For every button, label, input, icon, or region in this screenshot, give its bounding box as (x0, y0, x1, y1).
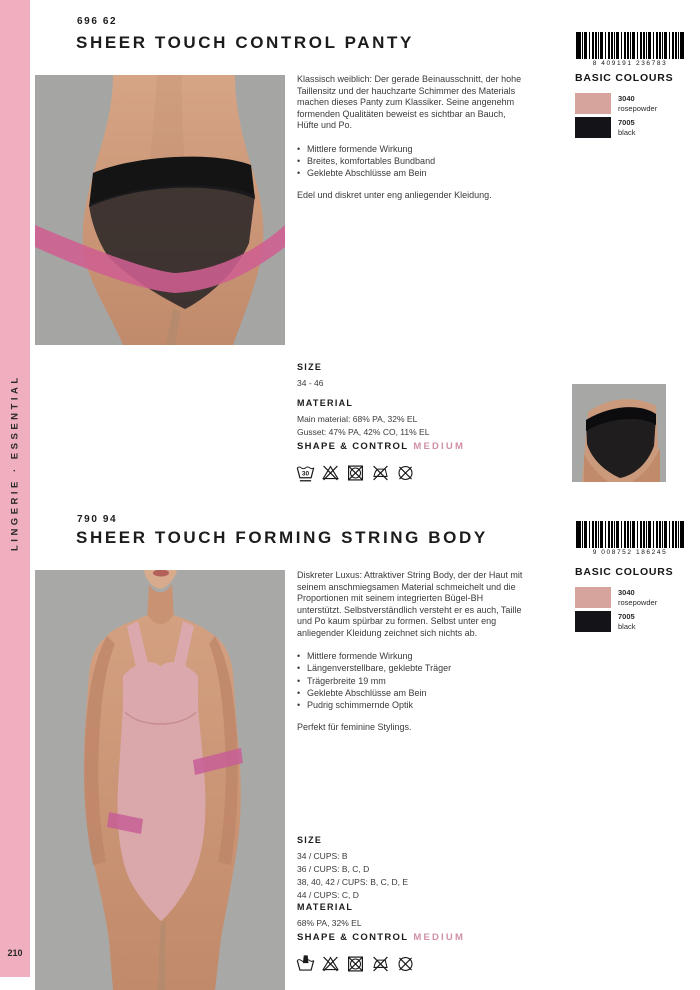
material-lines (297, 917, 362, 930)
colour-row (575, 611, 697, 632)
feature-bullet-list (297, 143, 523, 180)
basic-colours-block (575, 566, 697, 635)
hand-wash-icon (296, 954, 316, 975)
product-code: 790 94 (77, 514, 118, 525)
basic-colours-heading: BASIC COLOURS (575, 72, 674, 84)
barcode-bars (576, 32, 684, 59)
size-heading: SIZE (297, 835, 323, 845)
size-block (297, 834, 408, 902)
material-lines (297, 413, 429, 439)
barcode (576, 32, 684, 67)
basic-colours-block (575, 72, 697, 141)
size-block (297, 361, 323, 390)
material-block (297, 901, 362, 930)
size-line: 44 / CUPS: C, D (297, 890, 359, 900)
material-line: 68% PA, 32% EL (297, 918, 362, 928)
machine-wash-30-icon (296, 463, 316, 484)
care-icons-row (296, 954, 416, 975)
description-paragraph: Diskreter Luxus: Attraktiver String Body, der der Haut mit seinem anschmiegsamen Material schmeichelt und die Proportionen mit seinem integrierten Bügel-BH unterstützt. Selbstverständlich versteht er es auch, Taille und Po kaum spürbar zu formen. Selbst unter eng anliegender Kleidung zeichnet sich nichts ab. (297, 570, 523, 638)
control-panty-illustration (35, 75, 285, 345)
product-code: 696 62 (77, 16, 118, 27)
care-icons-row (296, 463, 416, 484)
colour-name: black (618, 127, 636, 137)
description-closing: Edel und diskret unter eng anliegender Kleidung. (297, 190, 492, 201)
colour-code: 7005 (618, 118, 635, 127)
product-description (297, 570, 523, 745)
page-number: 210 (7, 948, 23, 958)
feature-bullet: • Längenverstellbare, geklebte Träger (297, 662, 523, 674)
product-title: SHEER TOUCH FORMING STRING BODY (76, 528, 488, 547)
colour-label (618, 93, 657, 114)
shape-control-line (297, 441, 465, 452)
shape-control-value: MEDIUM (413, 932, 466, 943)
size-line: 34 / CUPS: B (297, 851, 348, 861)
size-lines (297, 850, 408, 902)
do-not-iron-icon (371, 954, 391, 975)
colour-row (575, 587, 697, 608)
size-line: 34 - 46 (297, 378, 324, 388)
do-not-iron-icon (371, 463, 391, 484)
colour-swatch-rosepowder (575, 587, 611, 608)
product-description (297, 74, 523, 213)
feature-bullet: • Geklebte Abschlüsse am Bein (297, 687, 523, 699)
size-lines (297, 377, 323, 390)
barcode-bars (576, 521, 684, 548)
feature-bullet: • Breites, komfortables Bundband (297, 155, 523, 167)
colour-swatch-black (575, 117, 611, 138)
product-photo-control-panty (35, 75, 285, 345)
colour-label (618, 587, 657, 608)
basic-colours-heading: BASIC COLOURS (575, 566, 674, 578)
product-thumbnail-back-view (572, 384, 666, 482)
feature-bullet: • Geklebte Abschlüsse am Bein (297, 167, 523, 179)
barcode-digits: 8 409191 236783 (592, 60, 668, 67)
colour-row (575, 117, 697, 138)
shape-control-value: MEDIUM (413, 441, 466, 452)
feature-bullet: • Trägerbreite 19 mm (297, 675, 523, 687)
do-not-tumble-dry-icon (346, 954, 366, 975)
colour-swatch-black (575, 611, 611, 632)
sidebar-category-label: LINGERIE · ESSENTIAL (9, 374, 21, 552)
material-block (297, 397, 429, 439)
size-line: 36 / CUPS: B, C, D (297, 864, 370, 874)
string-body-illustration (35, 570, 285, 990)
colour-code: 3040 (618, 588, 635, 597)
colour-name: rosepowder (618, 103, 658, 113)
description-paragraph: Klassisch weiblich: Der gerade Beinausschnitt, der hohe Taillensitz und der hauchzarte Schimmer des Materials machen dieses Panty zum Klassiker. Seine angenehm formenden Qualitäten beweist es sichtbar an Bauch, Hüfte und Po. (297, 74, 522, 130)
feature-bullet: • Mittlere formende Wirkung (297, 143, 523, 155)
feature-bullet: • Mittlere formende Wirkung (297, 650, 523, 662)
shape-control-label: SHAPE & CONTROL (297, 441, 409, 452)
product-title: SHEER TOUCH CONTROL PANTY (76, 33, 414, 52)
do-not-bleach-icon (321, 954, 341, 975)
barcode-digits: 9 008752 186245 (592, 549, 668, 556)
back-view-illustration (572, 384, 666, 482)
do-not-tumble-dry-icon (346, 463, 366, 484)
svg-text:30: 30 (301, 470, 310, 478)
description-closing: Perfekt für feminine Stylings. (297, 722, 412, 733)
material-line: Main material: 68% PA, 32% EL (297, 414, 418, 424)
colour-swatch-rosepowder (575, 93, 611, 114)
colour-label (618, 117, 636, 138)
colour-name: black (618, 621, 636, 631)
colour-row (575, 93, 697, 114)
do-not-dry-clean-icon (396, 954, 416, 975)
product-photo-string-body (35, 570, 285, 990)
feature-bullet: • Pudrig schimmernde Optik (297, 699, 523, 711)
colour-name: rosepowder (618, 597, 658, 607)
barcode (576, 521, 684, 556)
size-line: 38, 40, 42 / CUPS: B, C, D, E (297, 877, 409, 887)
size-heading: SIZE (297, 362, 323, 372)
colour-label (618, 611, 636, 632)
shape-control-line (297, 932, 465, 943)
do-not-dry-clean-icon (396, 463, 416, 484)
material-heading: MATERIAL (297, 902, 354, 912)
feature-bullet-list (297, 650, 523, 711)
shape-control-label: SHAPE & CONTROL (297, 932, 409, 943)
colour-code: 3040 (618, 94, 635, 103)
material-heading: MATERIAL (297, 398, 354, 408)
do-not-bleach-icon (321, 463, 341, 484)
colour-code: 7005 (618, 612, 635, 621)
material-line: Gusset: 47% PA, 42% CO, 11% EL (297, 427, 430, 437)
